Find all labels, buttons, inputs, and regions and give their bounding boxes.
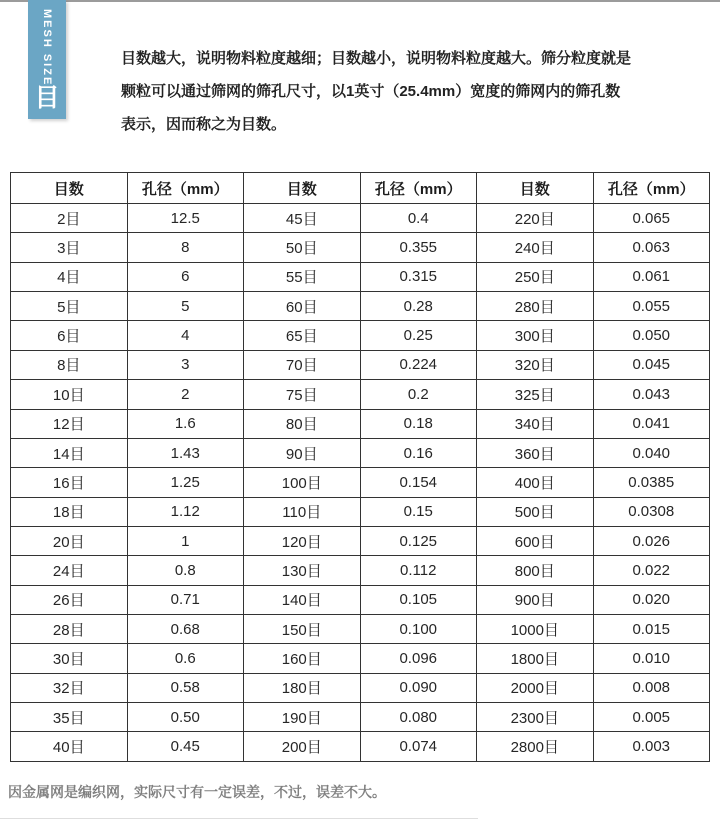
table-cell: 325目 (477, 380, 594, 409)
table-cell: 70目 (244, 350, 361, 379)
table-cell: 0.112 (360, 556, 477, 585)
intro-line: 目数越大，说明物料粒度越细；目数越小，说明物料粒度越大。筛分粒度就是 (121, 50, 632, 67)
table-cell: 0.355 (360, 233, 477, 262)
table-cell: 0.010 (593, 644, 710, 673)
table-row (11, 321, 710, 350)
table-cell: 0.005 (593, 703, 710, 732)
table-cell: 32目 (11, 673, 128, 702)
table-cell: 190目 (244, 703, 361, 732)
table-cell: 100目 (244, 468, 361, 497)
table-cell: 150目 (244, 615, 361, 644)
table-cell: 0.0385 (593, 468, 710, 497)
table-row (11, 380, 710, 409)
table-row (11, 262, 710, 291)
table-cell: 0.063 (593, 233, 710, 262)
table-cell: 1800目 (477, 644, 594, 673)
table-cell: 8目 (11, 350, 128, 379)
table-cell: 18目 (11, 497, 128, 526)
table-cell: 0.58 (127, 673, 244, 702)
col-header-mesh: 目数 (477, 173, 594, 204)
table-cell: 0.003 (593, 732, 710, 762)
table-row (11, 556, 710, 585)
table-row (11, 233, 710, 262)
table-cell: 0.055 (593, 292, 710, 321)
table-cell: 800目 (477, 556, 594, 585)
table-cell: 5 (127, 292, 244, 321)
table-cell: 0.224 (360, 350, 477, 379)
table-cell: 0.105 (360, 585, 477, 614)
table-cell: 120目 (244, 526, 361, 555)
table-cell: 0.16 (360, 438, 477, 467)
table-cell: 360目 (477, 438, 594, 467)
col-header-aperture: 孔径（mm） (127, 173, 244, 204)
intro-paragraph (121, 42, 699, 141)
col-header-aperture: 孔径（mm） (360, 173, 477, 204)
table-cell: 2 (127, 380, 244, 409)
table-cell: 90目 (244, 438, 361, 467)
table-row (11, 615, 710, 644)
table-cell: 1.6 (127, 409, 244, 438)
top-divider-line (0, 0, 720, 2)
table-cell: 0.008 (593, 673, 710, 702)
table-cell: 0.026 (593, 526, 710, 555)
table-cell: 0.154 (360, 468, 477, 497)
table-cell: 0.045 (593, 350, 710, 379)
intro-line: 表示，因而称之为目数。 (121, 116, 287, 133)
table-header-row (11, 173, 710, 204)
table-cell: 1.25 (127, 468, 244, 497)
table-cell: 0.074 (360, 732, 477, 762)
table-cell: 110目 (244, 497, 361, 526)
table-cell: 2000目 (477, 673, 594, 702)
intro-line: 颗粒可以通过筛网的筛孔尺寸，以1英寸（25.4mm）宽度的筛网内的筛孔数 (121, 83, 621, 100)
table-cell: 0.080 (360, 703, 477, 732)
table-cell: 280目 (477, 292, 594, 321)
table-cell: 600目 (477, 526, 594, 555)
table-cell: 0.8 (127, 556, 244, 585)
table-row (11, 409, 710, 438)
table-cell: 0.065 (593, 204, 710, 233)
table-row (11, 644, 710, 673)
table-cell: 0.6 (127, 644, 244, 673)
table-cell: 0.25 (360, 321, 477, 350)
table-cell: 240目 (477, 233, 594, 262)
table-cell: 200目 (244, 732, 361, 762)
table-cell: 6目 (11, 321, 128, 350)
table-cell: 80目 (244, 409, 361, 438)
table-cell: 50目 (244, 233, 361, 262)
table-cell: 320目 (477, 350, 594, 379)
table-cell: 0.45 (127, 732, 244, 762)
table-row (11, 438, 710, 467)
table-cell: 160目 (244, 644, 361, 673)
footer-note: 因金属网是编织网，实际尺寸有一定误差，不过，误差不大。 (8, 784, 386, 800)
table-cell: 900目 (477, 585, 594, 614)
table-cell: 2300目 (477, 703, 594, 732)
table-cell: 4 (127, 321, 244, 350)
table-row (11, 673, 710, 702)
table-cell: 0.50 (127, 703, 244, 732)
table-cell: 0.040 (593, 438, 710, 467)
table-cell: 12.5 (127, 204, 244, 233)
table-cell: 3 (127, 350, 244, 379)
table-cell: 130目 (244, 556, 361, 585)
table-cell: 2目 (11, 204, 128, 233)
table-cell: 10目 (11, 380, 128, 409)
table-cell: 500目 (477, 497, 594, 526)
table-row (11, 703, 710, 732)
table-cell: 0.061 (593, 262, 710, 291)
table-cell: 0.041 (593, 409, 710, 438)
table-cell: 180目 (244, 673, 361, 702)
table-row (11, 468, 710, 497)
table-cell: 0.28 (360, 292, 477, 321)
table-cell: 75目 (244, 380, 361, 409)
table-cell: 1.43 (127, 438, 244, 467)
table-cell: 16目 (11, 468, 128, 497)
mesh-size-table (10, 172, 710, 762)
table-cell: 0.315 (360, 262, 477, 291)
table-cell: 24目 (11, 556, 128, 585)
table-cell: 35目 (11, 703, 128, 732)
table-cell: 28目 (11, 615, 128, 644)
table-cell: 1.12 (127, 497, 244, 526)
table-cell: 0.050 (593, 321, 710, 350)
table-cell: 140目 (244, 585, 361, 614)
table-cell: 55目 (244, 262, 361, 291)
mesh-size-tab-glyph: 目 (34, 84, 60, 113)
table-cell: 30目 (11, 644, 128, 673)
table-cell: 400目 (477, 468, 594, 497)
table-cell: 5目 (11, 292, 128, 321)
table-cell: 220目 (477, 204, 594, 233)
table-cell: 0.71 (127, 585, 244, 614)
table-cell: 65目 (244, 321, 361, 350)
table-cell: 3目 (11, 233, 128, 262)
table-cell: 0.020 (593, 585, 710, 614)
table-cell: 40目 (11, 732, 128, 762)
table-row (11, 732, 710, 762)
table-cell: 1000目 (477, 615, 594, 644)
table-cell: 12目 (11, 409, 128, 438)
table-cell: 0.4 (360, 204, 477, 233)
table-cell: 2800目 (477, 732, 594, 762)
table-row (11, 497, 710, 526)
table-cell: 0.043 (593, 380, 710, 409)
table-cell: 0.100 (360, 615, 477, 644)
table-cell: 1 (127, 526, 244, 555)
table-cell: 340目 (477, 409, 594, 438)
mesh-table-body (11, 204, 710, 762)
mesh-size-tab (28, 0, 66, 119)
table-cell: 26目 (11, 585, 128, 614)
table-cell: 6 (127, 262, 244, 291)
table-row (11, 204, 710, 233)
table-row (11, 526, 710, 555)
table-cell: 0.18 (360, 409, 477, 438)
table-row (11, 350, 710, 379)
table-cell: 0.2 (360, 380, 477, 409)
table-cell: 0.090 (360, 673, 477, 702)
table-cell: 250目 (477, 262, 594, 291)
table-row (11, 585, 710, 614)
mesh-size-tab-label: MESH SIZE (41, 9, 53, 87)
table-cell: 300目 (477, 321, 594, 350)
table-cell: 0.022 (593, 556, 710, 585)
table-cell: 20目 (11, 526, 128, 555)
table-cell: 14目 (11, 438, 128, 467)
table-cell: 45目 (244, 204, 361, 233)
table-cell: 0.68 (127, 615, 244, 644)
table-row (11, 292, 710, 321)
table-cell: 0.015 (593, 615, 710, 644)
table-cell: 0.096 (360, 644, 477, 673)
col-header-aperture: 孔径（mm） (593, 173, 710, 204)
table-cell: 60目 (244, 292, 361, 321)
bottom-divider-line (0, 818, 478, 819)
table-cell: 0.125 (360, 526, 477, 555)
table-cell: 4目 (11, 262, 128, 291)
table-cell: 8 (127, 233, 244, 262)
table-cell: 0.15 (360, 497, 477, 526)
col-header-mesh: 目数 (11, 173, 128, 204)
col-header-mesh: 目数 (244, 173, 361, 204)
table-cell: 0.0308 (593, 497, 710, 526)
